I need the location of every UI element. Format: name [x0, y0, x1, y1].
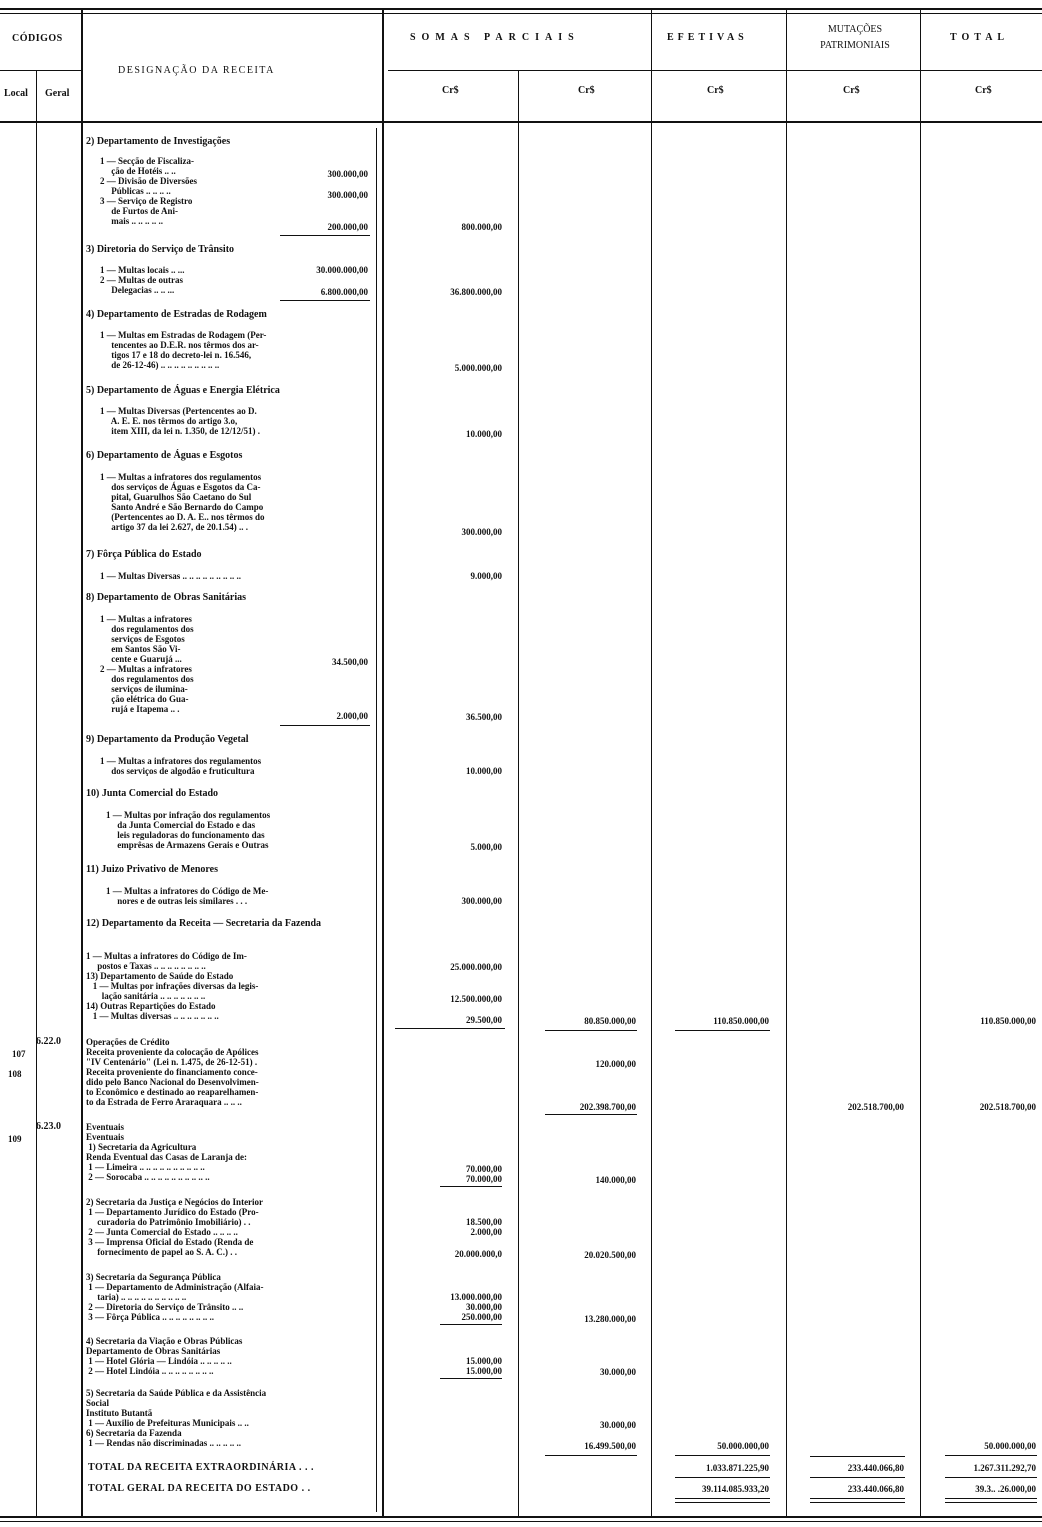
top-border-thin	[0, 13, 1042, 14]
partial-sum-value: 10.000,00	[466, 429, 502, 439]
subtotal-rule	[945, 1502, 1037, 1503]
inner-value: 300.000,00	[327, 169, 368, 179]
partial-sum-value: 9.000,00	[470, 571, 502, 581]
item-block: 1 — Multas locais .. ... 2 — Multas de outras Delegacias .. .. ...	[100, 265, 185, 295]
subtotal-rule	[440, 1378, 502, 1379]
partial-sum-total: 80.850.000,00	[584, 1016, 636, 1026]
subtotal-rule	[810, 1502, 905, 1503]
total-value: 39.3.. .26.000,00	[975, 1484, 1036, 1494]
currency-col2: Cr$	[578, 85, 595, 96]
item-block: 3) Secretaria da Segurança Pública 1 — Departamento de Administração (Alfaia- taria) .. .. .. .. .. .. .. .. .. .. 2 — Diretoria do Serviço de Trânsito .. .. 3 — Fôrça Pública .. .. .. .. .. .. .. ..	[86, 1272, 264, 1322]
partial-sum-value: 2.000,00	[470, 1227, 502, 1237]
partial-sum-value: 5.000,00	[470, 842, 502, 852]
header-designacao: DESIGNAÇÃO DA RECEITA	[118, 65, 275, 76]
col-rule-somas	[518, 70, 519, 1516]
mutacoes-value: 202.518.700,00	[847, 1102, 904, 1112]
header-total: TOTAL	[950, 32, 1010, 43]
partial-sum-value: 70.000,00	[466, 1174, 502, 1184]
subtotal-rule	[945, 1455, 1037, 1456]
efetivas-value: 50.000.000,00	[717, 1441, 769, 1451]
header-bottom-border	[0, 121, 1042, 123]
inner-value: 34.500,00	[332, 657, 368, 667]
subtotal-rule	[545, 1030, 637, 1031]
subtotal-rule	[810, 1498, 905, 1499]
item-block: 1 — Multas a infratores dos regulamentos dos serviços de Esgotos em Santos São Vi- cente e Guarujá ... 2 — Multas a infratores dos regulamentos dos serviços de ilumina- ção elétrica do Gua- rujá e Itapema .. .	[100, 614, 194, 714]
item-block: 1 — Multas por infração dos regulamentos da Junta Comercial do Estado e das leis reguladoras do funcionamento das emprêsas de Armazens Gerais e Outras	[106, 810, 271, 850]
efetivas-value: 1.033.871.225,90	[706, 1463, 769, 1473]
subtotal-rule	[945, 1477, 1037, 1478]
header-somas-parciais: SOMAS PARCIAIS	[410, 32, 580, 43]
item-block: Operações de Crédito Receita proveniente da colocação de Apólices "IV Centenário" (Lei n. 1.475, de 26-12-51) . Receita proveniente do financiamento conce- dido pelo Banco Nacional do Desenvolvimen- to Econômico e destinado ao reaparelhamen- to da Estrada de Ferro Araraquara .. .. ..	[86, 1037, 259, 1107]
section-title: 12) Departamento da Receita — Secretaria da Fazenda	[86, 918, 322, 929]
item-block: 1 — Multas Diversas (Pertencentes ao D. A. E. E. nos têrmos do artigo 3.o, item XIII, da lei n. 1.350, de 12/12/51) .	[100, 406, 261, 436]
subtotal-rule	[675, 1455, 770, 1456]
col-rule-mutacoes	[786, 10, 787, 1516]
item-block: 1 — Multas a infratores do Código de Me- nores e de outras leis similares . . .	[106, 886, 269, 906]
subtotal-rule	[280, 725, 370, 726]
item-block: 1 — Multas Diversas .. .. .. .. .. .. .. .. ..	[100, 571, 241, 581]
section-title: 6) Departamento de Águas e Esgotos	[86, 450, 243, 461]
currency-mutacoes: Cr$	[843, 85, 860, 96]
subtotal-rule	[675, 1030, 770, 1031]
inner-rule	[376, 128, 377, 1512]
item-block: 4) Secretaria da Viação e Obras Públicas Departamento de Obras Sanitárias 1 — Hotel Glória — Lindóia .. .. .. .. .. 2 — Hotel Lindóia .. .. .. .. .. .. .. ..	[86, 1336, 243, 1376]
subtotal-rule	[675, 1502, 770, 1503]
mutacoes-value: 233.440.066,80	[847, 1484, 904, 1494]
subtotal-rule	[675, 1477, 770, 1478]
subtotal-rule	[395, 1028, 505, 1029]
partial-sum-total: 120.000,00	[595, 1059, 636, 1069]
partial-sum-value: 15.000,00	[466, 1356, 502, 1366]
item-block: 1 — Multas a infratores dos regulamentos dos serviços de Águas e Esgotos da Ca- pital, Guarulhos São Caetano do Sul Santo André e São Bernardo do Campo (Pertencentes ao D. A. E.. nos têrmos do artigo 37 da lei 2.627, de 20.1.54) .. .	[100, 472, 265, 532]
subtotal-rule	[440, 1186, 502, 1187]
col-rule-designacao	[382, 10, 384, 1516]
subtotal-rule	[545, 1455, 637, 1456]
total-value: 1.267.311.292,70	[973, 1463, 1036, 1473]
item-block: 2) Secretaria da Justiça e Negócios do Interior 1 — Departamento Jurídico do Estado (Pro- curadoria do Patrimônio Imobiliário) . . 2 — Junta Comercial do Estado .. .. .. .. 3 — Imprensa Oficial do Estado (Renda de fornecimento de papel ao S. A. C.) . .	[86, 1197, 264, 1257]
code-107: 107	[12, 1049, 26, 1059]
section-title: 4) Departamento de Estradas de Rodagem	[86, 309, 267, 320]
header-mutacoes: MUTAÇÕES PATRIMONIAIS	[820, 24, 890, 51]
section-title: 8) Departamento de Obras Sanitárias	[86, 592, 246, 603]
partial-sum-value: 25.000.000,00	[450, 962, 502, 972]
total-value: 110.850.000,00	[980, 1016, 1036, 1026]
mutacoes-value: 233.440.066,80	[847, 1463, 904, 1473]
col-rule-total	[920, 10, 921, 1516]
subtotal-rule	[545, 1114, 637, 1115]
total-general-label: TOTAL GERAL DA RECEITA DO ESTADO . .	[88, 1483, 311, 1494]
partial-sum-value: 5.000.000,00	[454, 363, 502, 373]
section-title: 2) Departamento de Investigações	[86, 136, 231, 147]
partial-sum-value: 15.000,00	[466, 1366, 502, 1376]
inner-value: 300.000,00	[327, 190, 368, 200]
subtotal-rule	[810, 1456, 905, 1457]
partial-sum-total: 13.280.000,00	[584, 1314, 636, 1324]
codigos-border	[0, 70, 82, 71]
inner-value: 6.800.000,00	[320, 287, 368, 297]
subtotal-rule	[280, 300, 370, 301]
item-block: 1 — Multas a infratores do Código de Im- postos e Taxas .. .. .. .. .. .. .. .. 13) Departamento de Saúde do Estado 1 — Multas por infrações diversas da legis- lação sanitária .. .. .. .. .. .. .. 14) Outras Repartições do Estado 1 — Multas diversas .. .. .. .. .. .. ..	[86, 951, 259, 1021]
partial-sum-value: 10.000,00	[466, 766, 502, 776]
header-mid-border	[388, 70, 1042, 71]
inner-value: 2.000,00	[336, 711, 368, 721]
col-rule-efetivas	[651, 10, 652, 1516]
code-109: 109	[8, 1134, 22, 1144]
partial-sum-value: 13.000.000,00	[450, 1292, 502, 1302]
col-rule-local	[36, 70, 37, 1516]
section-title: 9) Departamento da Produção Vegetal	[86, 734, 249, 745]
code-6-22: 6.22.0	[36, 1036, 61, 1047]
partial-sum-value: 20.000.000,0	[454, 1249, 502, 1259]
partial-sum-value: 250.000,00	[461, 1312, 502, 1322]
item-block: 1 — Multas a infratores dos regulamentos dos serviços de algodão e fruticultura	[100, 756, 262, 776]
bottom-border	[0, 1516, 1042, 1518]
header-efetivas: EFETIVAS	[667, 32, 748, 43]
partial-sum-value: 70.000,00	[466, 1164, 502, 1174]
inner-value: 200.000,00	[327, 222, 368, 232]
partial-sum-total: 30.000,00	[600, 1420, 636, 1430]
partial-sum-total: 16.499.500,00	[584, 1441, 636, 1451]
section-title: 11) Juizo Privativo de Menores	[86, 864, 219, 875]
bottom-border-thin	[0, 1521, 1042, 1522]
subtotal-rule	[440, 1324, 502, 1325]
partial-sum-value: 36.500,00	[466, 712, 502, 722]
partial-sum-value: 18.500,00	[466, 1217, 502, 1227]
partial-sum-value: 36.800.000,00	[450, 287, 502, 297]
section-title: 10) Junta Comercial do Estado	[86, 788, 219, 799]
item-block: 5) Secretaria da Saúde Pública e da Assistência Social Instituto Butantã 1 — Auxilio de Prefeituras Municipais .. .. 6) Secretaria da Fazenda 1 — Rendas não discriminadas .. .. .. .. ..	[86, 1388, 267, 1448]
section-title: 3) Diretoria do Serviço de Trânsito	[86, 244, 235, 255]
total-value: 50.000.000,00	[984, 1441, 1036, 1451]
partial-sum-total: 20.020.500,00	[584, 1250, 636, 1260]
partial-sum-value: 800.000,00	[461, 222, 502, 232]
header-codigos: CÓDIGOS	[12, 33, 63, 44]
code-6-23: 6.23.0	[36, 1121, 61, 1132]
col-rule-geral	[81, 10, 83, 1516]
total-value: 202.518.700,00	[979, 1102, 1036, 1112]
partial-sum-total: 202.398.700,00	[579, 1102, 636, 1112]
partial-sum-value: 30.000,00	[466, 1302, 502, 1312]
partial-sum-value: 300.000,00	[461, 896, 502, 906]
subtotal-rule	[945, 1498, 1037, 1499]
item-block: Eventuais Eventuais 1) Secretaria da Agricultura Renda Eventual das Casas de Laranja de: 1 — Limeira .. .. .. .. .. .. .. .. .. .. 2 — Sorocaba .. .. .. .. .. .. .. .. .. ..	[86, 1122, 248, 1182]
item-block: 1 — Secção de Fiscaliza- ção de Hotéis .. .. 2 — Divisão de Diversões Públicas .. .. .. .. 3 — Serviço de Registro de Furtos de Ani- mais .. .. .. .. ..	[100, 156, 197, 226]
partial-sum-total: 140.000,00	[595, 1175, 636, 1185]
section-title: 5) Departamento de Águas e Energia Elétrica	[86, 385, 280, 396]
inner-value: 30.000.000,00	[316, 265, 368, 275]
total-extraordinary-label: TOTAL DA RECEITA EXTRAORDINÁRIA . . .	[88, 1462, 315, 1473]
currency-col1: Cr$	[442, 85, 459, 96]
header-geral: Geral	[45, 88, 70, 99]
currency-total: Cr$	[975, 85, 992, 96]
subtotal-rule	[280, 235, 370, 236]
efetivas-value: 110.850.000,00	[713, 1016, 769, 1026]
section-title: 7) Fôrça Pública do Estado	[86, 549, 202, 560]
header-local: Local	[4, 88, 28, 99]
top-border	[0, 8, 1042, 10]
code-108: 108	[8, 1069, 22, 1079]
subtotal-rule	[810, 1477, 905, 1478]
efetivas-value: 39.114.085.933,20	[701, 1484, 769, 1494]
item-block: 1 — Multas em Estradas de Rodagem (Per- tencentes ao D.E.R. nos têrmos dos ar- tigos 17 e 18 do decreto-lei n. 16.546, de 26-12-46) .. .. .. .. .. .. .. .. ..	[100, 330, 267, 370]
partial-sum-value: 12.500.000,00	[450, 994, 502, 1004]
currency-efetivas: Cr$	[707, 85, 724, 96]
subtotal-rule	[675, 1498, 770, 1499]
partial-sum-value: 29.500,00	[466, 1015, 502, 1025]
partial-sum-total: 30.000,00	[600, 1367, 636, 1377]
partial-sum-value: 300.000,00	[461, 527, 502, 537]
